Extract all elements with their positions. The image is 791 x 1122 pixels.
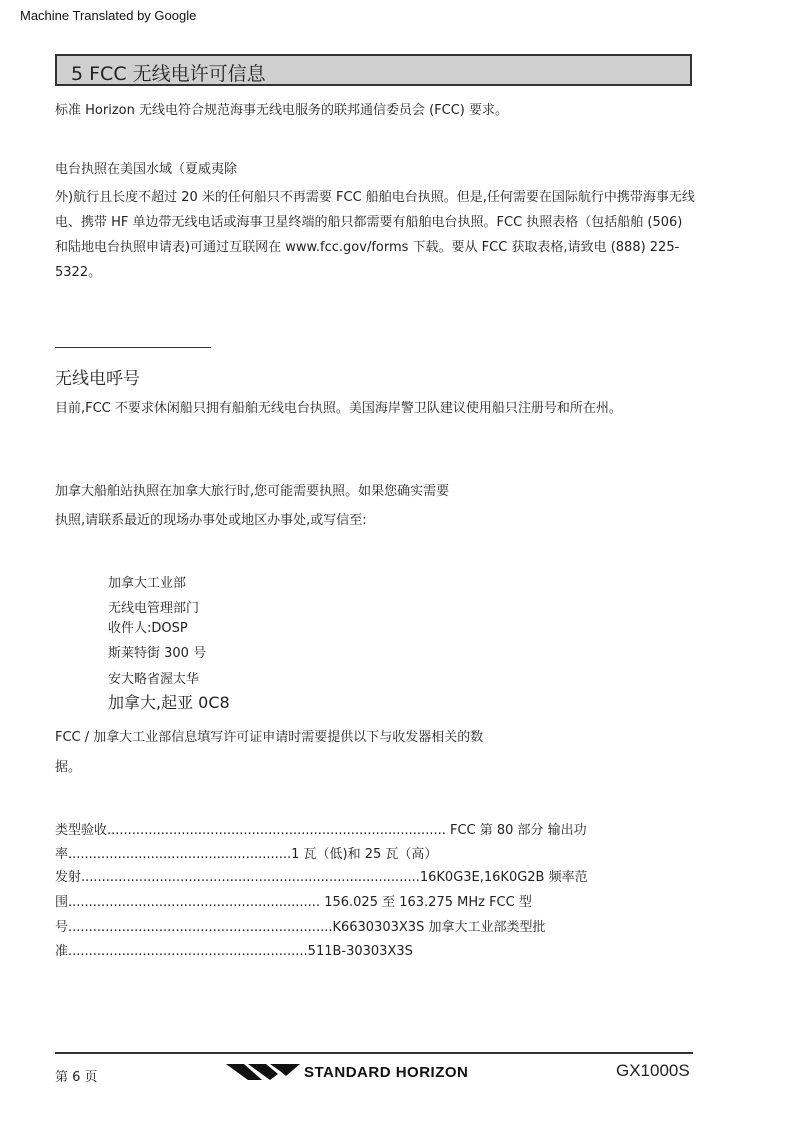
canada-license-line-1: 加拿大船舶站执照在加拿大旅行时,您可能需要执照。如果您确实需要 — [55, 484, 450, 499]
divider — [55, 347, 211, 348]
station-license-heading: 电台执照在美国水域（夏威夷除 — [55, 162, 238, 177]
address-line: 无线电管理部门 — [108, 601, 200, 616]
address-line: 收件人:DOSP — [108, 621, 188, 636]
brand-name: STANDARD HORIZON — [304, 1064, 469, 1081]
spec-line: 类型验收.................................................................................. FCC 第 80 部分 输出功 — [55, 823, 587, 838]
spec-line: 号................................................................K6630303X3S 加拿大工业部类型批 — [55, 920, 546, 935]
info-line-2: 据。 — [55, 760, 82, 775]
address-line: 斯莱特街 300 号 — [108, 646, 207, 661]
spec-line: 率......................................................1 瓦（低)和 25 瓦（高） — [55, 847, 438, 862]
page-number: 第 6 页 — [55, 1070, 98, 1085]
spec-line: 发射..................................................................................16K0G3E,16K0G2B 频率范 — [55, 870, 588, 885]
station-license-body: 外)航行且长度不超过 20 米的任何船只不再需要 FCC 船舶电台执照。但是,任何需要在国际航行中携带海事无线电、携带 HF 单边带无线电话或海事卫星终端的船只都需要有船舶电台执照。FCC 执照表格（包括船舶 (506) 和陆地电台执照申请表)可通过互联网在 www.fcc.gov/forms 下载。要从 FCC 获取表格,请致电 (888) 225-5322。 — [55, 190, 695, 280]
info-line-1: FCC / 加拿大工业部信息填写许可证申请时需要提供以下与收发器相关的数 — [55, 730, 484, 745]
callsign-body: 目前,FCC 不要求休闲船只拥有船舶无线电台执照。美国海岸警卫队建议使用船只注册号和所在州。 — [55, 401, 622, 416]
intro-text: 标准 Horizon 无线电符合规范海事无线电服务的联邦通信委员会 (FCC) 要求。 — [55, 103, 509, 118]
footer-divider — [55, 1052, 693, 1054]
section-header — [55, 54, 692, 86]
address-line: 安大略省渥太华 — [108, 672, 200, 687]
section-title: 5 FCC 无线电许可信息 — [71, 63, 266, 85]
canada-license-line-2: 执照,请联系最近的现场办事处或地区办事处,或写信至: — [55, 513, 367, 528]
address-line: 加拿大工业部 — [108, 576, 187, 591]
spec-line: 围............................................................. 156.025 至 163.275 MHz FCC 型 — [55, 895, 532, 910]
address-line: 加拿大,起亚 0C8 — [108, 693, 230, 712]
callsign-heading: 无线电呼号 — [55, 369, 140, 389]
spec-line: 准..........................................................511B-30303X3S — [55, 944, 413, 959]
standard-horizon-logo-icon — [226, 1061, 300, 1083]
machine-translation-banner: Machine Translated by Google — [20, 8, 197, 23]
model-number: GX1000S — [616, 1061, 690, 1080]
